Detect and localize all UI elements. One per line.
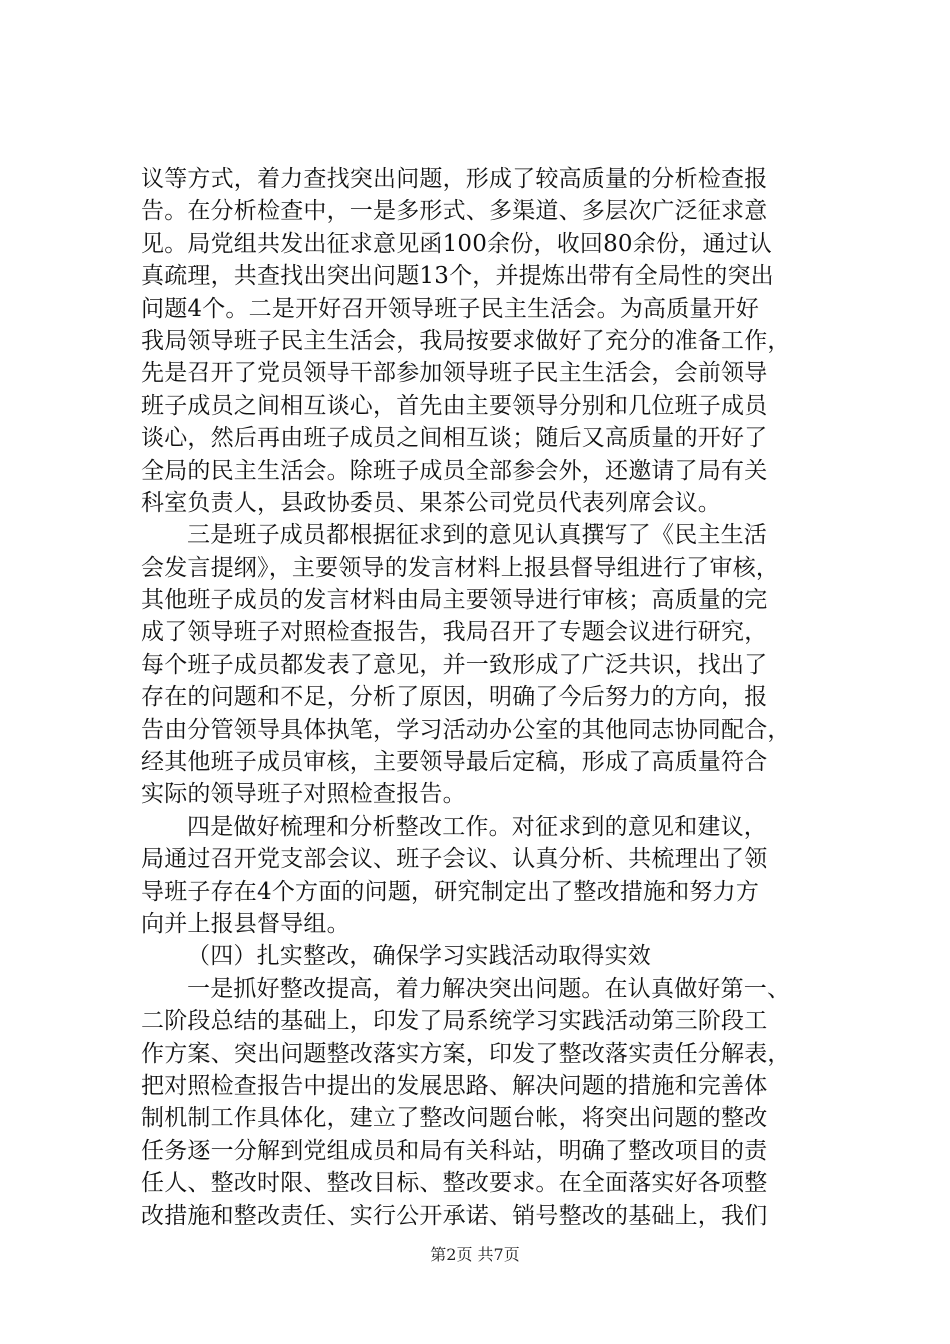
- text-line: 全局的民主生活会。除班子成员全部参会外，还邀请了局有关: [141, 457, 768, 484]
- text-line: 导班子存在4个方面的问题，研究制定出了整改措施和努力方: [141, 878, 760, 905]
- text-line: 作方案、突出问题整改落实方案，印发了整改落实责任分解表，: [141, 1040, 791, 1067]
- text-line: 谈心，然后再由班子成员之间相互谈；随后又高质量的开好了: [141, 425, 768, 452]
- text-line: 改措施和整改责任、实行公开承诺、销号整改的基础上，我们: [141, 1202, 768, 1229]
- text-line: 成了领导班子对照检查报告，我局召开了专题会议进行研究，: [141, 619, 768, 646]
- text-line: 经其他班子成员审核，主要领导最后定稿，形成了高质量符合: [141, 749, 768, 776]
- text-line: 班子成员之间相互谈心，首先由主要领导分别和几位班子成员: [141, 392, 768, 419]
- text-line: 其他班子成员的发言材料由局主要领导进行审核；高质量的完: [141, 587, 768, 614]
- text-line: 把对照检查报告中提出的发展思路、解决问题的措施和完善体: [141, 1072, 768, 1099]
- text-line: 任人、整改时限、整改目标、整改要求。在全面落实好各项整: [141, 1170, 768, 1197]
- text-line: 真疏理，共查找出突出问题13个，并提炼出带有全局性的突出: [141, 263, 774, 290]
- text-line: （四）扎实整改，确保学习实践活动取得实效: [187, 943, 651, 970]
- text-line: 任务逐一分解到党组成员和局有关科站，明确了整改项目的责: [141, 1137, 768, 1164]
- text-line: 科室负责人，县政协委员、果茶公司党员代表列席会议。: [141, 489, 721, 516]
- text-line: 见。局党组共发出征求意见函100余份，收回80余份，通过认: [141, 230, 772, 257]
- text-line: 议等方式，着力查找突出问题，形成了较高质量的分析检查报: [141, 166, 768, 192]
- text-line: 问题4个。二是开好召开领导班子民主生活会。为高质量开好: [141, 295, 760, 322]
- text-line: 先是召开了党员领导干部参加领导班子民主生活会，会前领导: [141, 360, 768, 387]
- text-line: 存在的问题和不足，分析了原因，明确了今后努力的方向，报: [141, 684, 768, 711]
- page-number-footer: 第2页 共7页: [430, 1245, 520, 1264]
- text-line: 局通过召开党支部会议、班子会议、认真分析、共梳理出了领: [141, 846, 768, 873]
- text-line: 制机制工作具体化，建立了整改问题台帐，将突出问题的整改: [141, 1105, 768, 1132]
- text-line: 我局领导班子民主生活会，我局按要求做好了充分的准备工作，: [141, 327, 791, 354]
- text-line: 二阶段总结的基础上，印发了局系统学习实践活动第三阶段工: [141, 1008, 768, 1035]
- text-line: 向并上报县督导组。: [141, 910, 350, 937]
- text-line: 告由分管领导具体执笔，学习活动办公室的其他同志协同配合，: [141, 716, 791, 743]
- text-line: 实际的领导班子对照检查报告。: [141, 781, 466, 808]
- text-line: 三是班子成员都根据征求到的意见认真撰写了《民主生活: [187, 522, 767, 549]
- text-line: 会发言提纲》，主要领导的发言材料上报县督导组进行了审核，: [141, 554, 780, 581]
- document-body: [141, 163, 831, 1232]
- text-line: 告。在分析检查中，一是多形式、多渠道、多层次广泛征求意: [141, 198, 768, 225]
- text-line: 每个班子成员都发表了意见，并一致形成了广泛共识，找出了: [141, 651, 768, 678]
- text-line: 一是抓好整改提高，着力解决突出问题。在认真做好第一、: [187, 975, 791, 1002]
- text-line: 四是做好梳理和分析整改工作。对征求到的意见和建议，: [187, 813, 767, 840]
